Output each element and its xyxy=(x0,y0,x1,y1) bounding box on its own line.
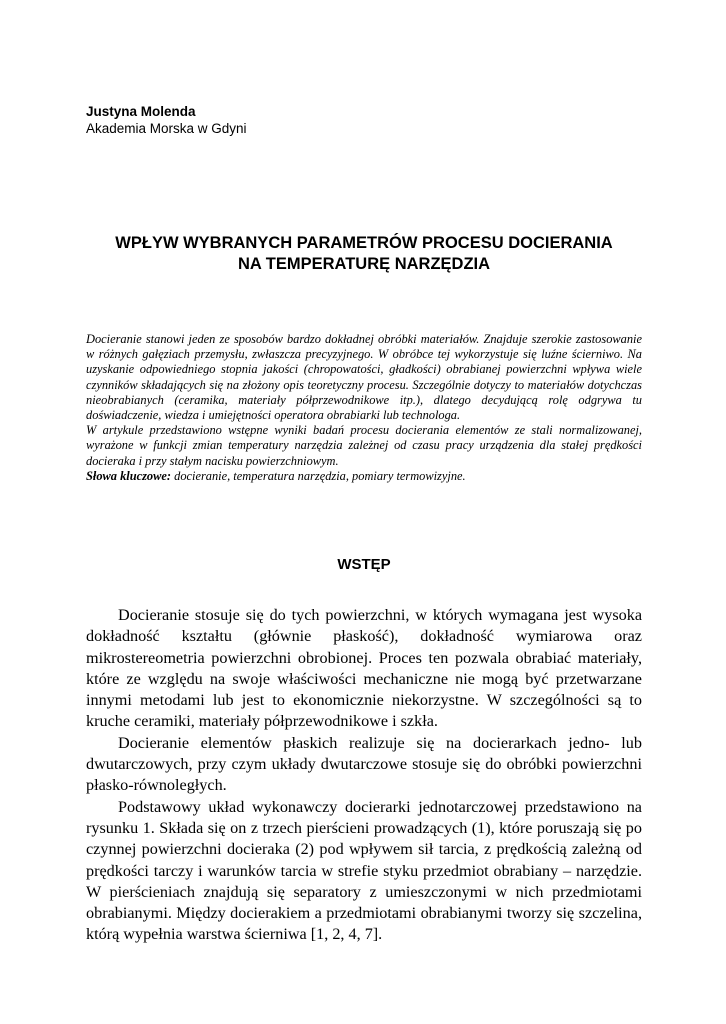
keywords-text: docieranie, temperatura narzędzia, pomiary termowizyjne. xyxy=(171,468,466,483)
section-heading: WSTĘP xyxy=(337,556,391,573)
body-paragraph-2: Docieranie elementów płaskich realizuje się na docierarkach jedno- lub dwutarczowych, przy czym układy dwutarczowe stosuje się do obróbki powierzchni płasko-równoległych. xyxy=(86,733,642,795)
paper-title-line-2: NA TEMPERATURĘ NARZĘDZIA xyxy=(237,255,491,273)
body-paragraph-1: Docieranie stosuje się do tych powierzchni, w których wymagana jest wysoka dokładność kształtu (głównie płaskość), dokładność wymiarowa oraz mikrostereometria powierzchni obrobionej. Proces ten pozwala obrabiać materiały, które ze względu na swoje właściwości mechaniczne nie mogą być przetwarzane innymi metodami lub jest to ekonomicznie niekorzystne. W szczególności są to kruche ceramiki, materiały półprzewodnikowe i szkła. xyxy=(86,606,642,731)
paper-title-line-1: WPŁYW WYBRANYCH PARAMETRÓW PROCESU DOCIERANIA xyxy=(115,234,613,252)
abstract-paragraph-2: W artykule przedstawiono wstępne wyniki badań procesu docierania elementów ze stali normalizowanej, wyrażone w funkcji zmian temperatury narzędzia zależnej od czasu pracy urządzenia dla stałej prędkości docieraka i przy stałym nacisku powierzchniowym. xyxy=(86,423,642,468)
author-name: Justyna Molenda xyxy=(86,104,196,119)
body-text xyxy=(86,605,642,946)
keywords xyxy=(86,469,642,484)
author-affiliation: Akademia Morska w Gdyni xyxy=(86,121,247,136)
author-block xyxy=(86,103,247,137)
body-paragraph-3: Podstawowy układ wykonawczy docierarki jednotarczowej przedstawiono na rysunku 1. Składa się on z trzech pierścieni prowadzących (1), które poruszają się po czynnej powierzchni docieraka (2) pod wpływem sił tarcia, z prędkością zależną od prędkości tarczy i warunków tarcia w strefie styku przedmiot obrabiany – narzędzie. W pierścieniach znajdują się separatory z umieszczonymi w nich przedmiotami obrabianymi. Między docierakiem a przedmiotami obrabianymi tworzy się szczelina, którą wypełnia warstwa ścierniwa [1, 2, 4, 7]. xyxy=(86,797,642,944)
abstract xyxy=(86,332,642,484)
paper-title xyxy=(86,233,642,275)
abstract-paragraph-1: Docieranie stanowi jeden ze sposobów bardzo dokładnej obróbki materiałów. Znajduje szerokie zastosowanie w różnych gałęziach przemysłu, zwłaszcza precyzyjnego. W obróbce tej wykorzystuje się luźne ścierniwo. Na uzyskanie odpowiedniego stopnia jakości (chropowatości, gładkości) obrabianej powierzchni wpływa wiele czynników składających się na złożony opis teoretyczny procesu. Szczególnie dotyczy to materiałów dotychczas nieobrabianych (ceramika, materiały półprzewodnikowe itp.), dlatego decydującą rolę odgrywa tu doświadczenie, wiedza i umiejętności operatora obrabiarki lub technologa. xyxy=(86,332,642,423)
keywords-label: Słowa kluczowe: xyxy=(86,468,172,483)
